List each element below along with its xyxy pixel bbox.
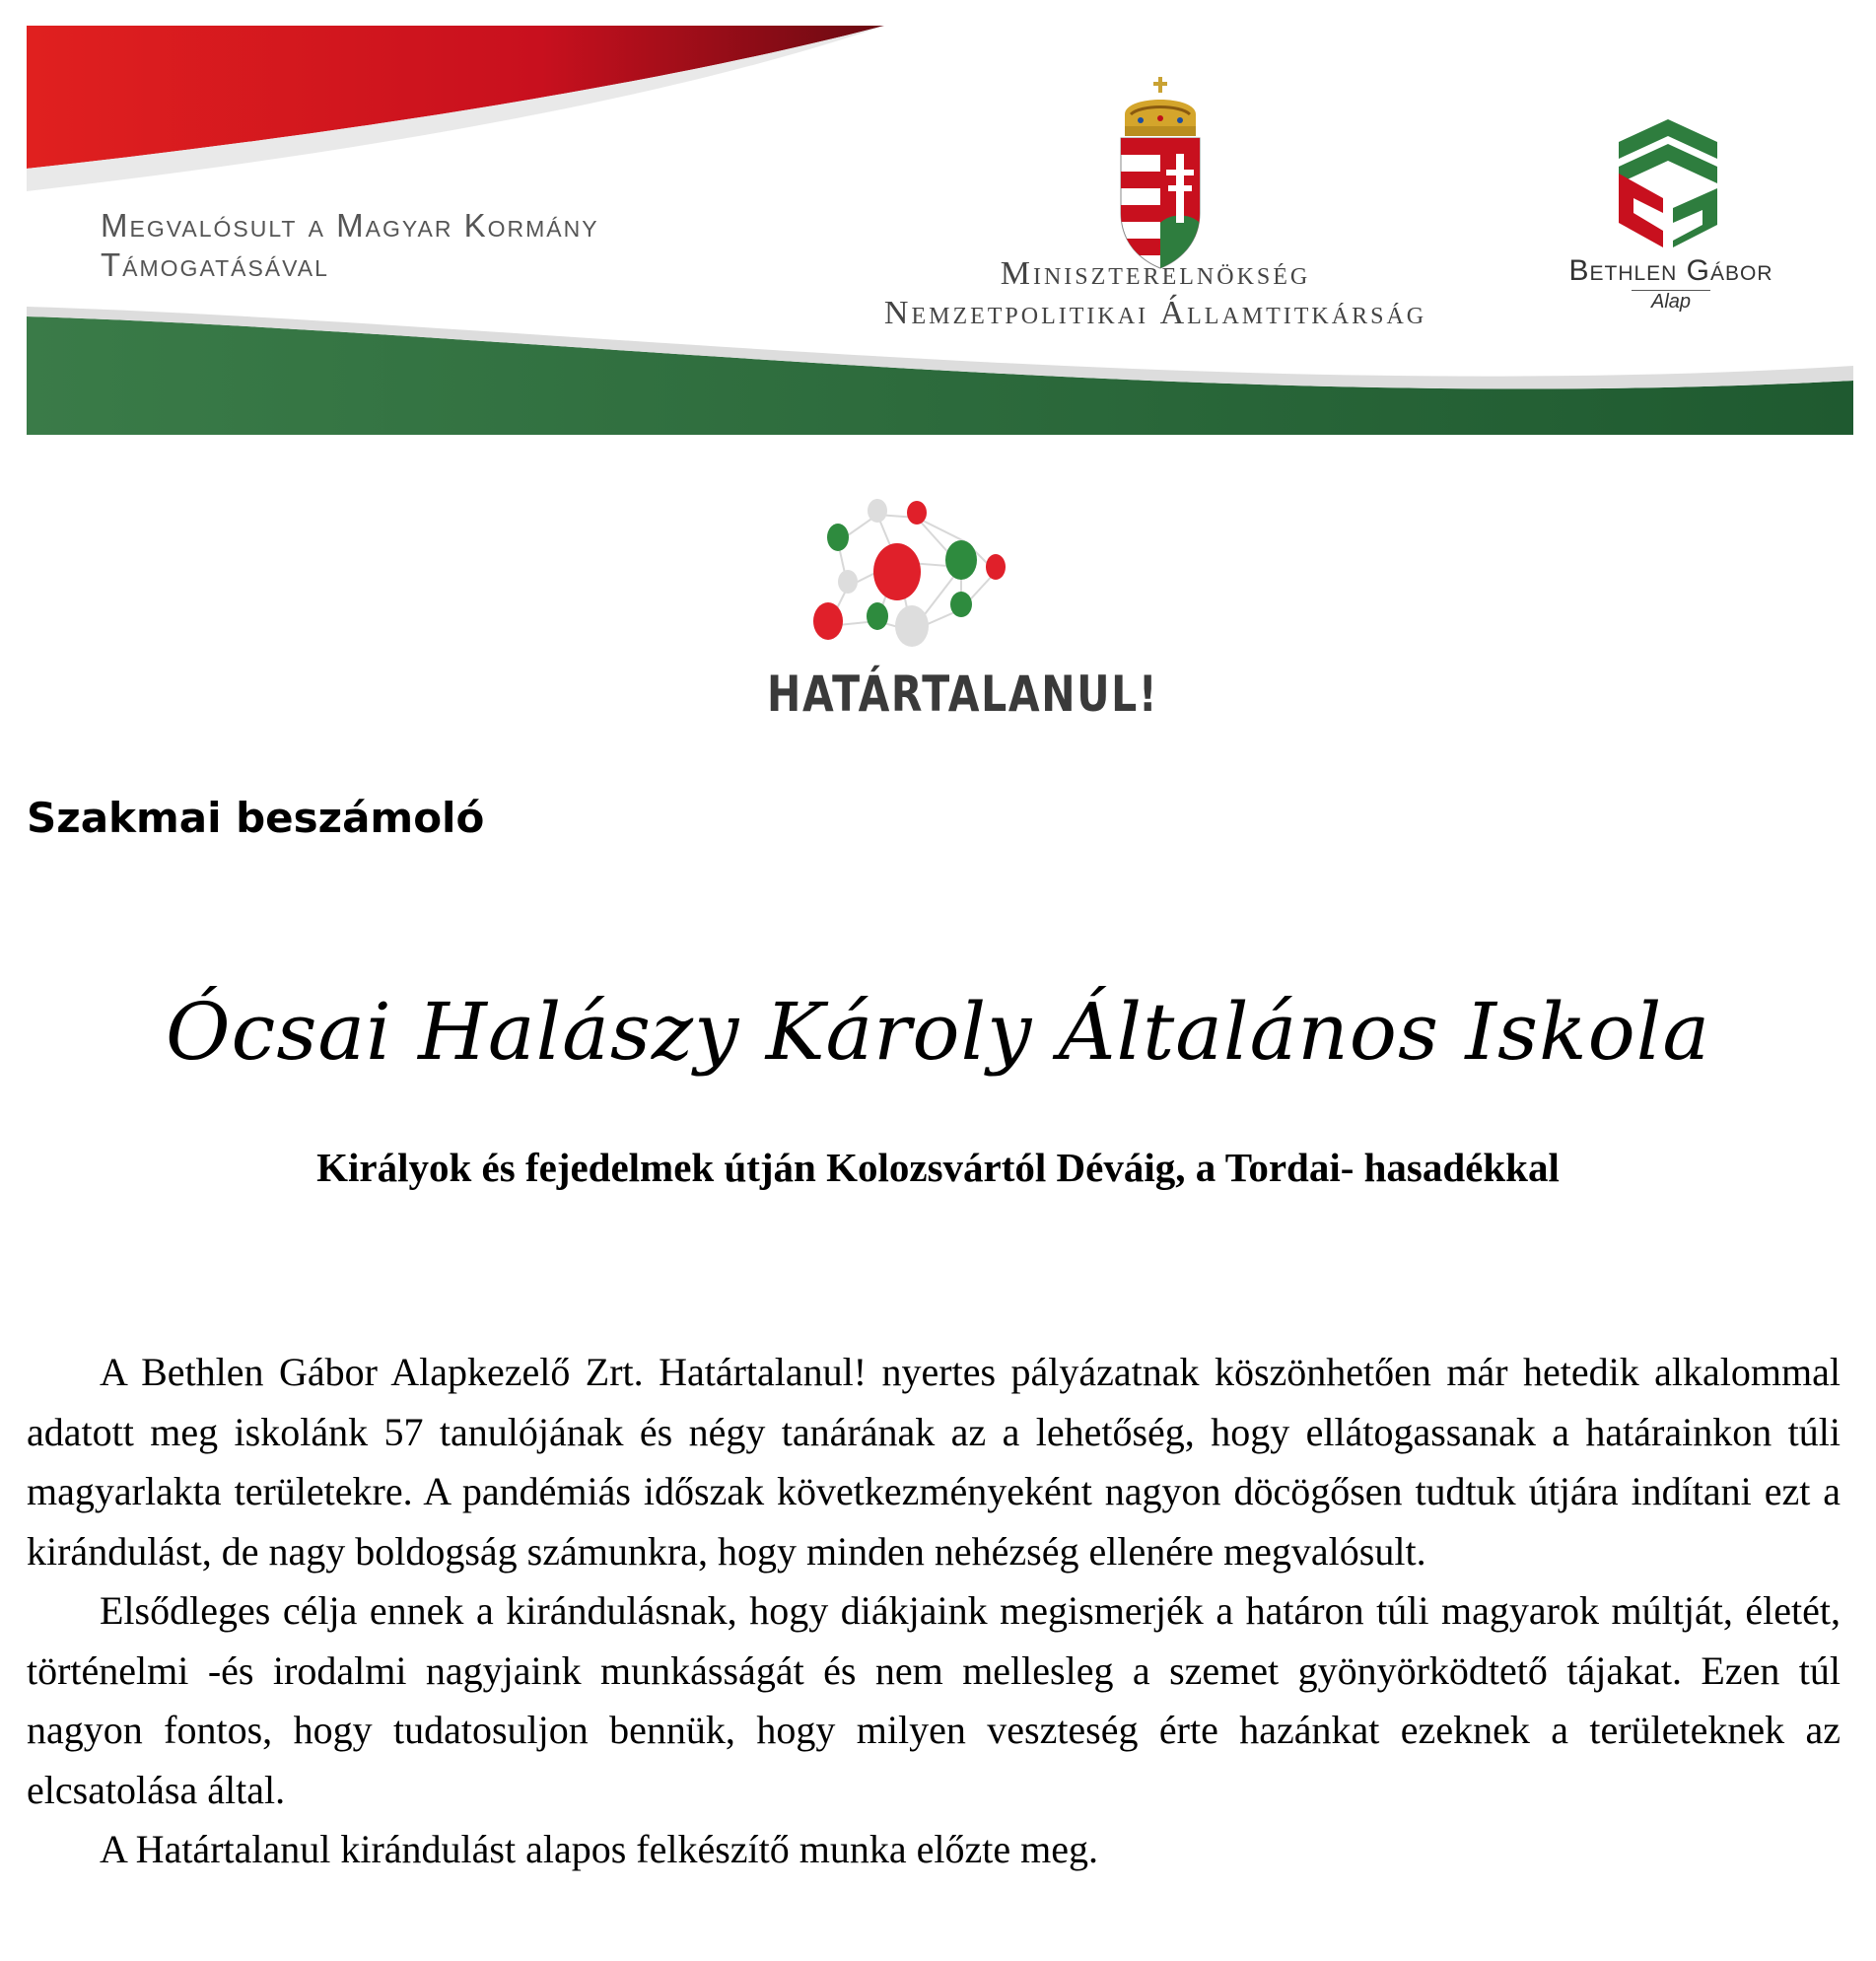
government-line-2: Támogatásával — [101, 246, 329, 283]
report-label: Szakmai beszámoló — [27, 794, 485, 842]
paragraph-2: Elsődleges célja ennek a kirándulásnak, hogy diákjaink megismerjék a határon túli magyarok múltját, életét, történelmi -és irodalmi nagyjaink munkásságát és nem mellesleg a szemet gyönyörködtető tájakat. Ezen túl nagyon fontos, hogy tudatosuljon bennük, hogy milyen veszteség érte hazánkat ezeknek a területeknek az elcsatolása által. — [27, 1588, 1841, 1812]
bethlen-gabor-alap-text — [1553, 254, 1789, 314]
government-support-text — [101, 206, 599, 285]
hungarian-coat-of-arms-icon — [1111, 75, 1210, 272]
ministry-line-2: Nemzetpolitikai Államtitkárság — [883, 295, 1427, 331]
ministry-line-1: Miniszterelnökség — [1000, 255, 1311, 292]
report-body — [27, 1343, 1841, 1880]
header-banner — [27, 26, 1853, 435]
paragraph-1: A Bethlen Gábor Alapkezelő Zrt. Határtalanul! nyertes pályázatnak köszönhetően már hetedik alkalommal adatott meg iskolánk 57 tanulójának és négy tanárának az a lehetőség, hogy ellátogassanak a határainkon túli magyarlakta területekre. A pandémiás időszak következményeként nagyon döcögősen tudtuk útjára indítani ezt a kirándulást, de nagy boldogság számunkra, hogy minden nehézség ellenére megvalósult. — [27, 1350, 1841, 1574]
trip-subtitle: Királyok és fejedelmek útján Kolozsvártól Déváig, a Tordai- hasadékkal — [316, 1145, 1560, 1190]
hatartalanul-logo-text: HATÁRTALANUL! — [767, 665, 1159, 723]
balloons — [813, 499, 1006, 647]
paragraph-3: A Határtalanul kirándulást alapos felkészítő munka előzte meg. — [100, 1827, 1098, 1871]
hatartalanul-balloons-logo-icon — [769, 493, 1084, 680]
fund-suffix: Alap — [1632, 290, 1710, 314]
school-name-title: Ócsai Halászy Károly Általános Iskola — [165, 986, 1711, 1078]
ministry-text — [850, 254, 1461, 333]
fund-name: Bethlen Gábor — [1568, 254, 1773, 287]
government-line-1: Megvalósult a Magyar Kormány — [101, 207, 599, 244]
bethlen-gabor-alap-logo-icon — [1609, 114, 1727, 252]
